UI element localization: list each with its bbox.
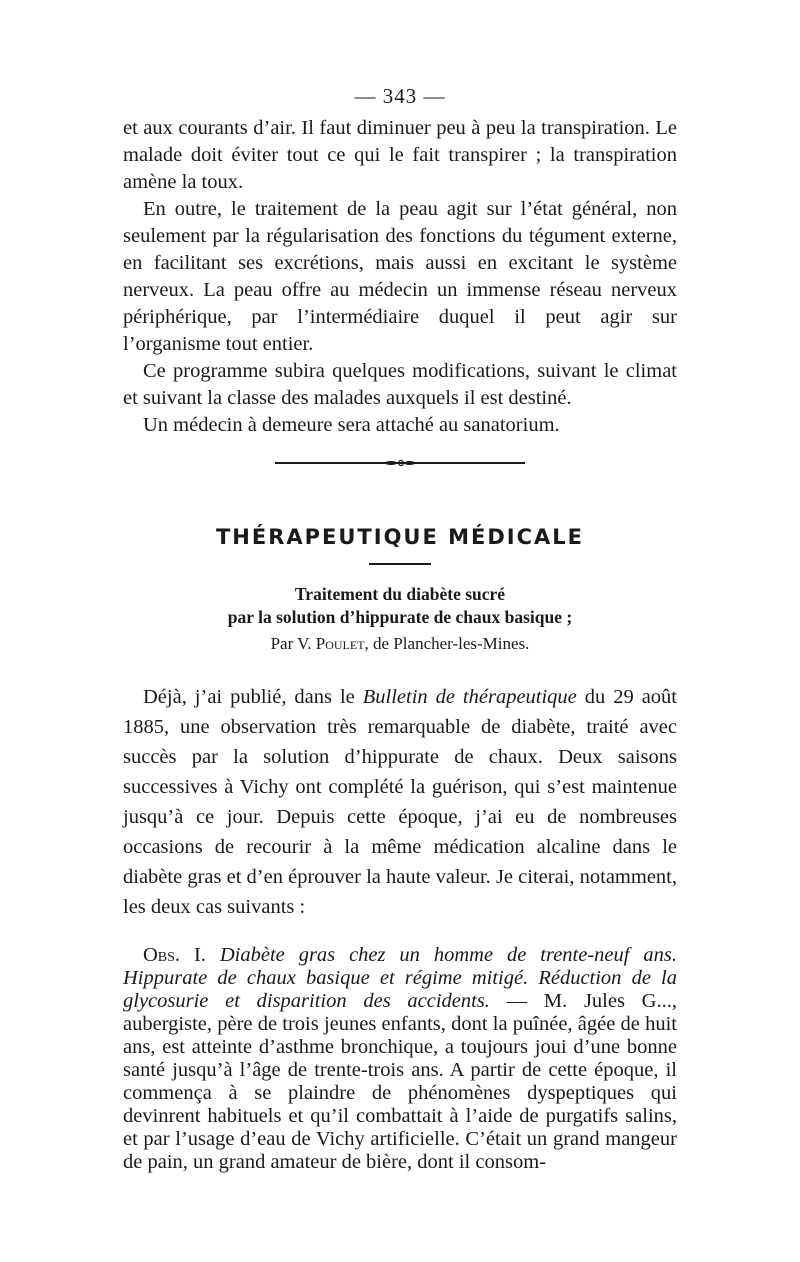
- journal-title: Bulletin de thérapeutique: [362, 685, 577, 708]
- byline-author: Poulet: [315, 633, 365, 653]
- intro-paragraph-2: En outre, le traitement de la peau agit sur l’état général, non seulement par la régularisation des fonctions du tégument externe, en facilitant ses excrétions, mais aussi en excitant le système nerveux. La peau offre au médecin un immense réseau nerveux périphérique, par l’intermédiaire duquel il peut agir sur l’organisme tout entier.: [123, 198, 677, 355]
- intro-paragraph-3: Ce programme subira quelques modifications, suivant le climat et suivant la classe des malades auxquels il est destiné.: [123, 360, 677, 409]
- article-byline: [123, 634, 677, 654]
- document-page: [123, 84, 677, 1174]
- body-paragraph-1-rest: du 29 août 1885, une observation très remarquable de diabète, traité avec succès par la solution d’hippurate de chaux. Deux saisons successives à Vichy ont complété la guérison, qui s’est maintenue jusqu’à ce jour. Depuis cette époque, j’ai eu de nombreuses occasions de recourir à la même médication alcaline dans le diabète gras et d’en éprouver la haute valeur. Je citerai, notamment, les deux cas suivants :: [123, 685, 677, 918]
- observation-text: — M. Jules G..., aubergiste, père de trois jeunes enfants, dont la puînée, âgée de huit ans, est atteinte d’asthme bronchique, a toujours joui d’une bonne santé jusqu’à l’âge de trente-trois ans. A partir de cette époque, il commença à se plaindre de phénomènes dyspeptiques qui devinrent habituels et qu’il combattait à l’aide de purgatifs salins, et par l’usage d’eau de Vichy artificielle. C’était un grand mangeur de pain, un grand amateur de bière, dont il consom-: [123, 989, 677, 1173]
- article-title-line-2: par la solution d’hippurate de chaux basique ;: [227, 606, 573, 627]
- article-title: [123, 583, 677, 629]
- observation-label: Obs. I.: [143, 943, 206, 966]
- article-body: [123, 682, 677, 922]
- ornamental-divider: [275, 459, 525, 467]
- intro-paragraph-4: Un médecin à demeure sera attaché au sanatorium.: [143, 414, 560, 436]
- page-number: — 343 —: [354, 84, 446, 108]
- byline-prefix: Par V.: [270, 633, 312, 653]
- observation-paragraph: [123, 944, 677, 1174]
- intro-paragraph-1: et aux courants d’air. Il faut diminuer peu à peu la transpiration. Le malade doit éviter tout ce qui le fait transpirer ; la transpiration amène la toux.: [123, 117, 677, 193]
- section-underline: [369, 563, 431, 565]
- observation-block: [123, 944, 677, 1174]
- observation-heading: Diabète gras chez un homme de trente-neuf ans. Hippurate de chaux basique et régime mitigé. Réduction de la glycosurie et disparition des accidents.: [123, 943, 677, 1012]
- article-title-line-1: Traitement du diabète sucré: [294, 583, 506, 604]
- body-paragraph-1: [123, 682, 677, 922]
- section-title: THÉRAPEUTIQUE MÉDICALE: [215, 525, 585, 549]
- body-paragraph-1-start: Déjà, j’ai publié, dans le: [143, 685, 363, 708]
- byline-suffix: , de Plancher-les-Mines.: [364, 633, 530, 653]
- divider-ornament-icon: [383, 459, 417, 467]
